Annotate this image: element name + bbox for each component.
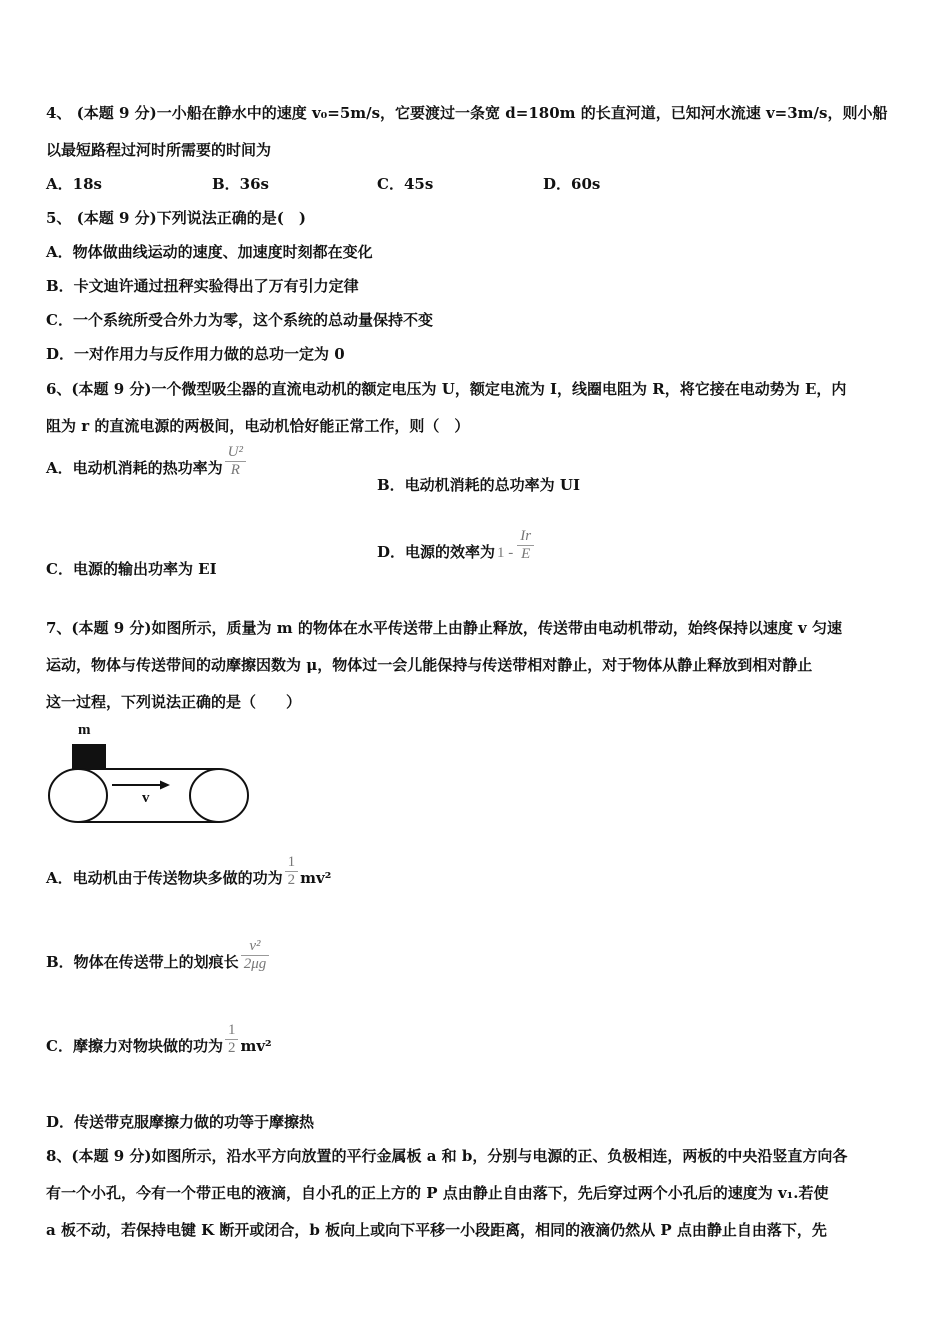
q6-option-a-fraction [225, 444, 246, 478]
q7-option-b-numerator: v² [241, 938, 270, 956]
q7-stem-line2: 运动，物体与传送带间的动摩擦因数为 μ，物体过一会儿能保持与传送带相对静止，对于物体从静止释放到相对静止 [46, 656, 813, 674]
q8-stem-line3: a 板不动，若保持电键 K 断开或闭合，b 板向上或向下平移一小段距离，相同的液滴仍然从 P 点由静止自由落下，先 [46, 1221, 827, 1239]
figure-right-roller [190, 769, 248, 822]
q7-option-b-text: B．物体在传送带上的划痕长 [46, 953, 239, 971]
q6-option-d-fraction [517, 528, 534, 562]
q7-option-c-tail: mv² [240, 1037, 272, 1055]
figure-velocity-arrowhead [160, 781, 170, 790]
q7-option-b-denominator: 2μg [243, 955, 267, 972]
q7-option-a-denominator: 2 [287, 871, 296, 888]
q7-option-c [46, 1022, 272, 1064]
q6-option-d-text: D．电源的效率为 [377, 543, 496, 561]
q7-option-d: D．传送带克服摩擦力做的功等于摩擦热 [46, 1113, 315, 1131]
q4-stem-line1: 4、 (本题 9 分)一小船在静水中的速度 v₀=5m/s，它要渡过一条宽 d=180m 的长直河道，已知河水流速 v=3m/s，则小船 [46, 104, 888, 122]
q7-stem-line1: 7、(本题 9 分)如图所示，质量为 m 的物体在水平传送带上由静止释放，传送带由电动机带动，始终保持以速度 v 匀速 [46, 619, 842, 637]
conveyor-belt-figure [46, 718, 256, 828]
q6-stem-line1: 6、(本题 9 分)一个微型吸尘器的直流电动机的额定电压为 U，额定电流为 I，线圈电阻为 R，将它接在电动势为 E，内 [46, 380, 847, 398]
q6-option-d-prefix: 1 - [497, 544, 514, 561]
q6-option-d [377, 528, 536, 570]
q5-option-d: D．一对作用力与反作用力做的总功一定为 0 [46, 345, 345, 363]
q6-stem-line2: 阻为 r 的直流电源的两极间，电动机恰好能正常工作，则（ ） [46, 417, 470, 435]
figure-left-roller [49, 769, 107, 822]
q6-option-a [46, 444, 248, 486]
q6-option-b: B．电动机消耗的总功率为 UI [377, 476, 580, 494]
q7-option-b-fraction [241, 938, 270, 972]
q7-option-c-numerator: 1 [225, 1022, 239, 1040]
q6-option-a-text: A．电动机消耗的热功率为 [46, 459, 223, 477]
q4-option-a: A．18s [46, 175, 102, 193]
q7-option-c-text: C．摩擦力对物块做的功为 [46, 1037, 223, 1055]
q7-option-c-denominator: 2 [227, 1039, 236, 1056]
q6-option-a-numerator: U² [225, 444, 246, 462]
q7-option-a-tail: mv² [300, 869, 332, 887]
figure-block [72, 744, 106, 769]
q7-option-c-fraction [225, 1022, 239, 1056]
q7-option-a-numerator: 1 [285, 854, 299, 872]
q5-option-c: C．一个系统所受合外力为零，这个系统的总动量保持不变 [46, 311, 433, 329]
q6-option-d-denominator: E [521, 545, 531, 562]
q4-option-b: B．36s [212, 175, 269, 193]
q5-stem: 5、 (本题 9 分)下列说法正确的是( ) [46, 209, 306, 227]
q7-option-a-text: A．电动机由于传送物块多做的功为 [46, 869, 283, 887]
q6-option-d-numerator: Ir [517, 528, 534, 546]
q7-option-a-fraction [285, 854, 299, 888]
q6-option-c: C．电源的输出功率为 EI [46, 560, 217, 578]
q8-stem-line1: 8、(本题 9 分)如图所示，沿水平方向放置的平行金属板 a 和 b，分别与电源的正、负极相连，两板的中央沿竖直方向各 [46, 1147, 848, 1165]
q5-option-b: B．卡文迪许通过扭秤实验得出了万有引力定律 [46, 277, 359, 295]
q7-stem-line3: 这一过程，下列说法正确的是（ ） [46, 693, 302, 711]
q4-stem-line2: 以最短路程过河时所需要的时间为 [46, 141, 272, 159]
q4-option-c: C．45s [377, 175, 434, 193]
q6-option-a-denominator: R [230, 461, 240, 478]
q7-option-a [46, 854, 332, 896]
q4-option-d: D．60s [543, 175, 601, 193]
q5-option-a: A．物体做曲线运动的速度、加速度时刻都在变化 [46, 243, 373, 261]
figure-mass-label: m [78, 722, 91, 738]
q7-option-b [46, 938, 271, 980]
figure-velocity-label: v [142, 790, 150, 806]
q8-stem-line2: 有一个小孔，今有一个带正电的液滴，自小孔的正上方的 P 点由静止自由落下，先后穿过两个小孔后的速度为 v₁.若使 [46, 1184, 829, 1202]
